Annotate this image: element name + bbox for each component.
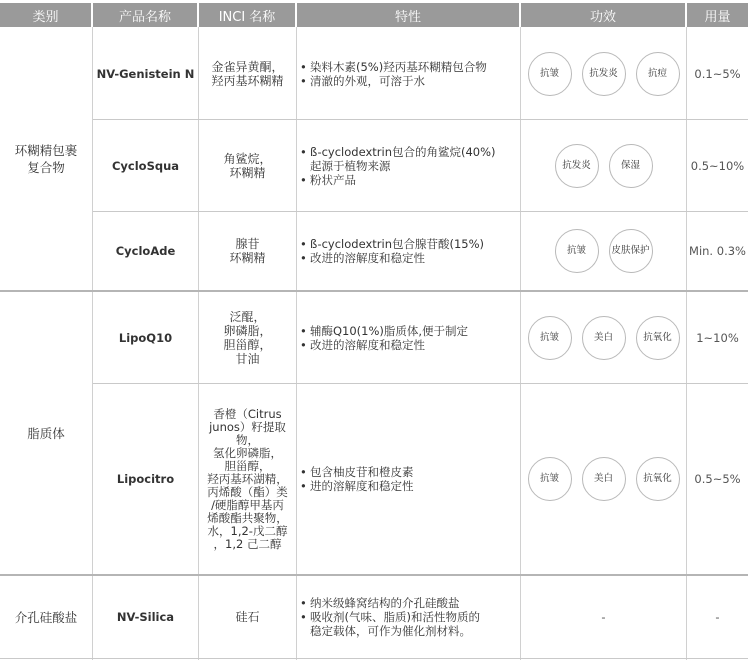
efficacy-badge: 皮肤保护: [609, 229, 653, 273]
feature-item: • 改进的溶解度和稳定性: [300, 251, 484, 265]
efficacy-badge: 抗发炎: [555, 144, 599, 188]
header-dosage: 用量: [687, 3, 748, 27]
efficacy-badge: 美白: [582, 457, 626, 501]
features: [300, 212, 518, 290]
header-inci: INCI 名称: [199, 3, 295, 27]
efficacy-badge: 保湿: [609, 144, 653, 188]
product-name: NV-Genistein N: [96, 66, 195, 81]
features: [300, 384, 518, 574]
header-category: 类别: [0, 3, 91, 27]
column-divider: [296, 27, 297, 660]
features: [300, 120, 518, 211]
efficacy-badge: 抗氧化: [636, 316, 680, 360]
efficacy-cell: [521, 292, 686, 383]
category-cyclodextrin: 环糊精包裹 复合物: [14, 143, 78, 175]
dosage: 1~10%: [696, 330, 739, 345]
feature-item: • 进的溶解度和稳定性: [300, 479, 414, 493]
efficacy-badge: 抗发炎: [582, 52, 626, 96]
efficacy-badge: 抗皱: [555, 229, 599, 273]
header-features: 特性: [297, 3, 519, 27]
inci-name: 硅石: [235, 610, 260, 624]
efficacy-cell: [521, 120, 686, 211]
efficacy-cell: [521, 212, 686, 290]
feature-item: • 粉状产品: [300, 173, 496, 187]
inci-name: 角鲨烷， 环糊精: [223, 151, 272, 180]
header-efficacy: 功效: [521, 3, 685, 27]
feature-item: • 包含柚皮苷和橙皮素: [300, 465, 414, 479]
efficacy-badge: 抗皱: [528, 52, 572, 96]
efficacy-badge: 抗痘: [636, 52, 680, 96]
features: [300, 28, 518, 119]
category-silicate: 介孔硅酸盐: [14, 609, 78, 625]
features: [300, 292, 518, 383]
efficacy-cell: [521, 28, 686, 119]
feature-item: • ß-cyclodextrin包合的角鲨烷(40%) 起源于植物来源: [300, 145, 496, 173]
product-name: NV-Silica: [116, 610, 175, 624]
efficacy-badge: 抗皱: [528, 316, 572, 360]
category-liposome: 脂质体: [27, 425, 65, 441]
efficacy-badge: 抗氧化: [636, 457, 680, 501]
product-name: LipoQ10: [118, 330, 173, 345]
dosage: 0.5~10%: [690, 158, 745, 173]
product-name: CycloAde: [115, 244, 176, 258]
dosage: Min. 0.3%: [689, 244, 746, 258]
product-name: Lipocitro: [116, 472, 175, 486]
efficacy-empty: -: [601, 610, 606, 624]
inci-name: 泛醌， 卵磷脂， 胆甾醇， 甘油: [223, 309, 272, 366]
efficacy-badge: 美白: [582, 316, 626, 360]
feature-item: • 清澈的外观，可溶于水: [300, 74, 487, 88]
feature-item: • 染料木素(5%)羟丙基环糊精包合物: [300, 60, 487, 74]
feature-item: • 吸收剂(气味、脂质)和活性物质的 稳定载体，可作为催化剂材料。: [300, 610, 480, 638]
header-product: 产品名称: [93, 3, 197, 27]
dosage: 0.1~5%: [694, 66, 741, 81]
feature-item: • ß-cyclodextrin包合腺苷酸(15%): [300, 237, 484, 251]
product-name: CycloSqua: [111, 158, 180, 173]
efficacy-badge: 抗皱: [528, 457, 572, 501]
feature-item: • 改进的溶解度和稳定性: [300, 338, 468, 352]
efficacy-cell: [521, 384, 686, 574]
feature-item: • 辅酶Q10(1%)脂质体,便于制定: [300, 324, 468, 338]
dosage: 0.5~5%: [694, 472, 741, 486]
feature-item: • 纳米级蜂窝结构的介孔硅酸盐: [300, 596, 480, 610]
dosage: -: [715, 610, 720, 624]
features: [300, 576, 518, 658]
inci-name: 腺苷 环糊精: [229, 237, 266, 265]
inci-name: 香橙（Citrus junos）籽提取 物， 氢化卵磷脂， 胆甾醇， 羟丙基环湖精， 丙烯酸（酯）类 /硬脂醇甲基丙 烯酸酯共聚物， 水，1,2-戊二醇 ，1,2 己二醇: [207, 406, 288, 551]
inci-name: 金雀异黄酮， 羟丙基环糊精: [211, 59, 284, 88]
table-bottom-border: [0, 658, 748, 659]
